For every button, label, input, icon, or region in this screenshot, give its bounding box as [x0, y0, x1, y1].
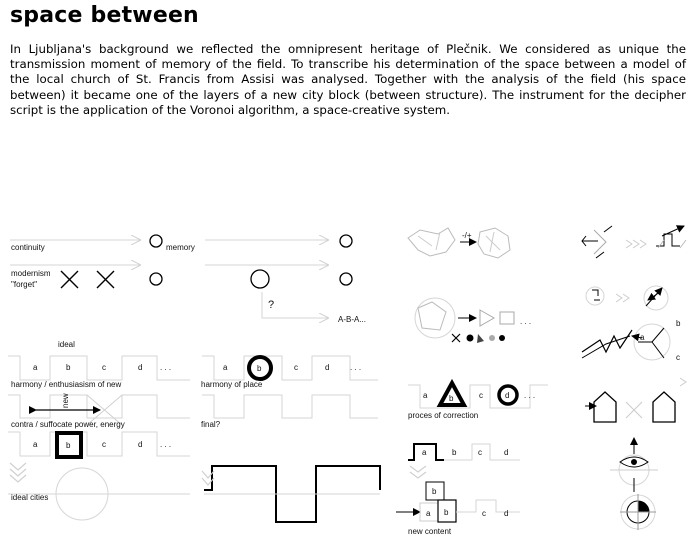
- svg-text:. . .: . . .: [524, 391, 536, 400]
- svg-text:a: a: [426, 509, 431, 518]
- modernism-end-circle: [340, 273, 352, 285]
- svg-text:c: c: [478, 448, 482, 457]
- memory-label: memory: [166, 243, 195, 252]
- svg-text:a: a: [33, 363, 38, 372]
- harmony-label: harmony / enthusiasism of new: [11, 380, 122, 389]
- harmony-place-cell-row: [202, 356, 378, 380]
- forget-label: "forget": [11, 280, 38, 289]
- ideal-label: ideal: [58, 340, 75, 349]
- continuity-row: [10, 235, 352, 252]
- svg-text:. . .: . . .: [350, 363, 362, 372]
- svg-text:b: b: [66, 441, 71, 450]
- memory-circle: [150, 235, 162, 247]
- harmony-place-label: harmony of place: [201, 380, 263, 389]
- svg-text:c: c: [482, 509, 486, 518]
- svg-text:d: d: [138, 363, 143, 372]
- modernism-label: modernism: [11, 269, 51, 278]
- contra-cell-row: [8, 432, 190, 457]
- ideal-cell-row: [8, 356, 190, 380]
- continuity-end-circle: [340, 235, 352, 247]
- contra-label: contra / suffocate power, energy: [11, 420, 125, 429]
- svg-text:b: b: [257, 364, 262, 373]
- cross-mark: [61, 271, 78, 288]
- svg-text:c: c: [102, 440, 106, 449]
- svg-text:a: a: [423, 391, 428, 400]
- new-label: new: [61, 393, 70, 408]
- svg-text:b: b: [449, 394, 454, 403]
- svg-text:d: d: [505, 391, 510, 400]
- svg-text:. . .: . . .: [160, 440, 172, 449]
- content-rows: [396, 444, 520, 536]
- voronoi-shapes-mid: [415, 298, 531, 343]
- svg-text:a: a: [223, 363, 228, 372]
- intro-paragraph: In Ljubljana's background we reflected the omnipresent heritage of Plečnik. We considered as unique the transmission moment of memory of the field. To transcribe his determination of the space between a model of the local church of St. Francis from Assisi was analysed. Together with the analysis of the field (his space between) it became one of the layers of a new city block (between structure). The instrument for the decipher script is the application of the Voronoi algorithm, a space-creative system.: [10, 42, 686, 117]
- aba-label: A-B-A...: [338, 315, 367, 324]
- new-content-label: new content: [408, 527, 452, 536]
- svg-text:c: c: [294, 363, 298, 372]
- svg-text:c: c: [676, 353, 680, 362]
- modernism-circle: [150, 273, 162, 285]
- svg-text:a: a: [640, 333, 645, 342]
- svg-text:a: a: [422, 448, 427, 457]
- modernism-mid-circle: [251, 270, 269, 288]
- correction-row: [408, 383, 548, 420]
- svg-text:d: d: [138, 440, 143, 449]
- svg-text:. . .: . . .: [520, 317, 532, 326]
- svg-text:d: d: [504, 448, 509, 457]
- ideal-cities: [8, 463, 190, 520]
- page-title: space between: [10, 3, 199, 28]
- svg-text:b: b: [676, 319, 681, 328]
- svg-text:c: c: [102, 363, 106, 372]
- right-icons: [582, 226, 686, 530]
- final-label: final?: [201, 420, 221, 429]
- question-mark: ?: [268, 299, 275, 311]
- ideal-cities-label: ideal cities: [11, 493, 49, 502]
- svg-text:b: b: [432, 487, 437, 496]
- voronoi-shapes-top: [408, 228, 510, 258]
- svg-text:d: d: [325, 363, 330, 372]
- proces-label: proces of correction: [408, 411, 479, 420]
- svg-text:. . .: . . .: [160, 363, 172, 372]
- continuity-label: continuity: [11, 243, 45, 252]
- svg-text:b: b: [66, 363, 71, 372]
- svg-text:b: b: [444, 508, 449, 517]
- minus-plus-label: -/+: [462, 231, 472, 240]
- svg-text:b: b: [452, 448, 457, 457]
- svg-text:d: d: [504, 509, 509, 518]
- cross-mark: [97, 271, 114, 288]
- modernism-row: [10, 265, 366, 324]
- svg-text:a: a: [33, 440, 38, 449]
- svg-text:c: c: [479, 391, 483, 400]
